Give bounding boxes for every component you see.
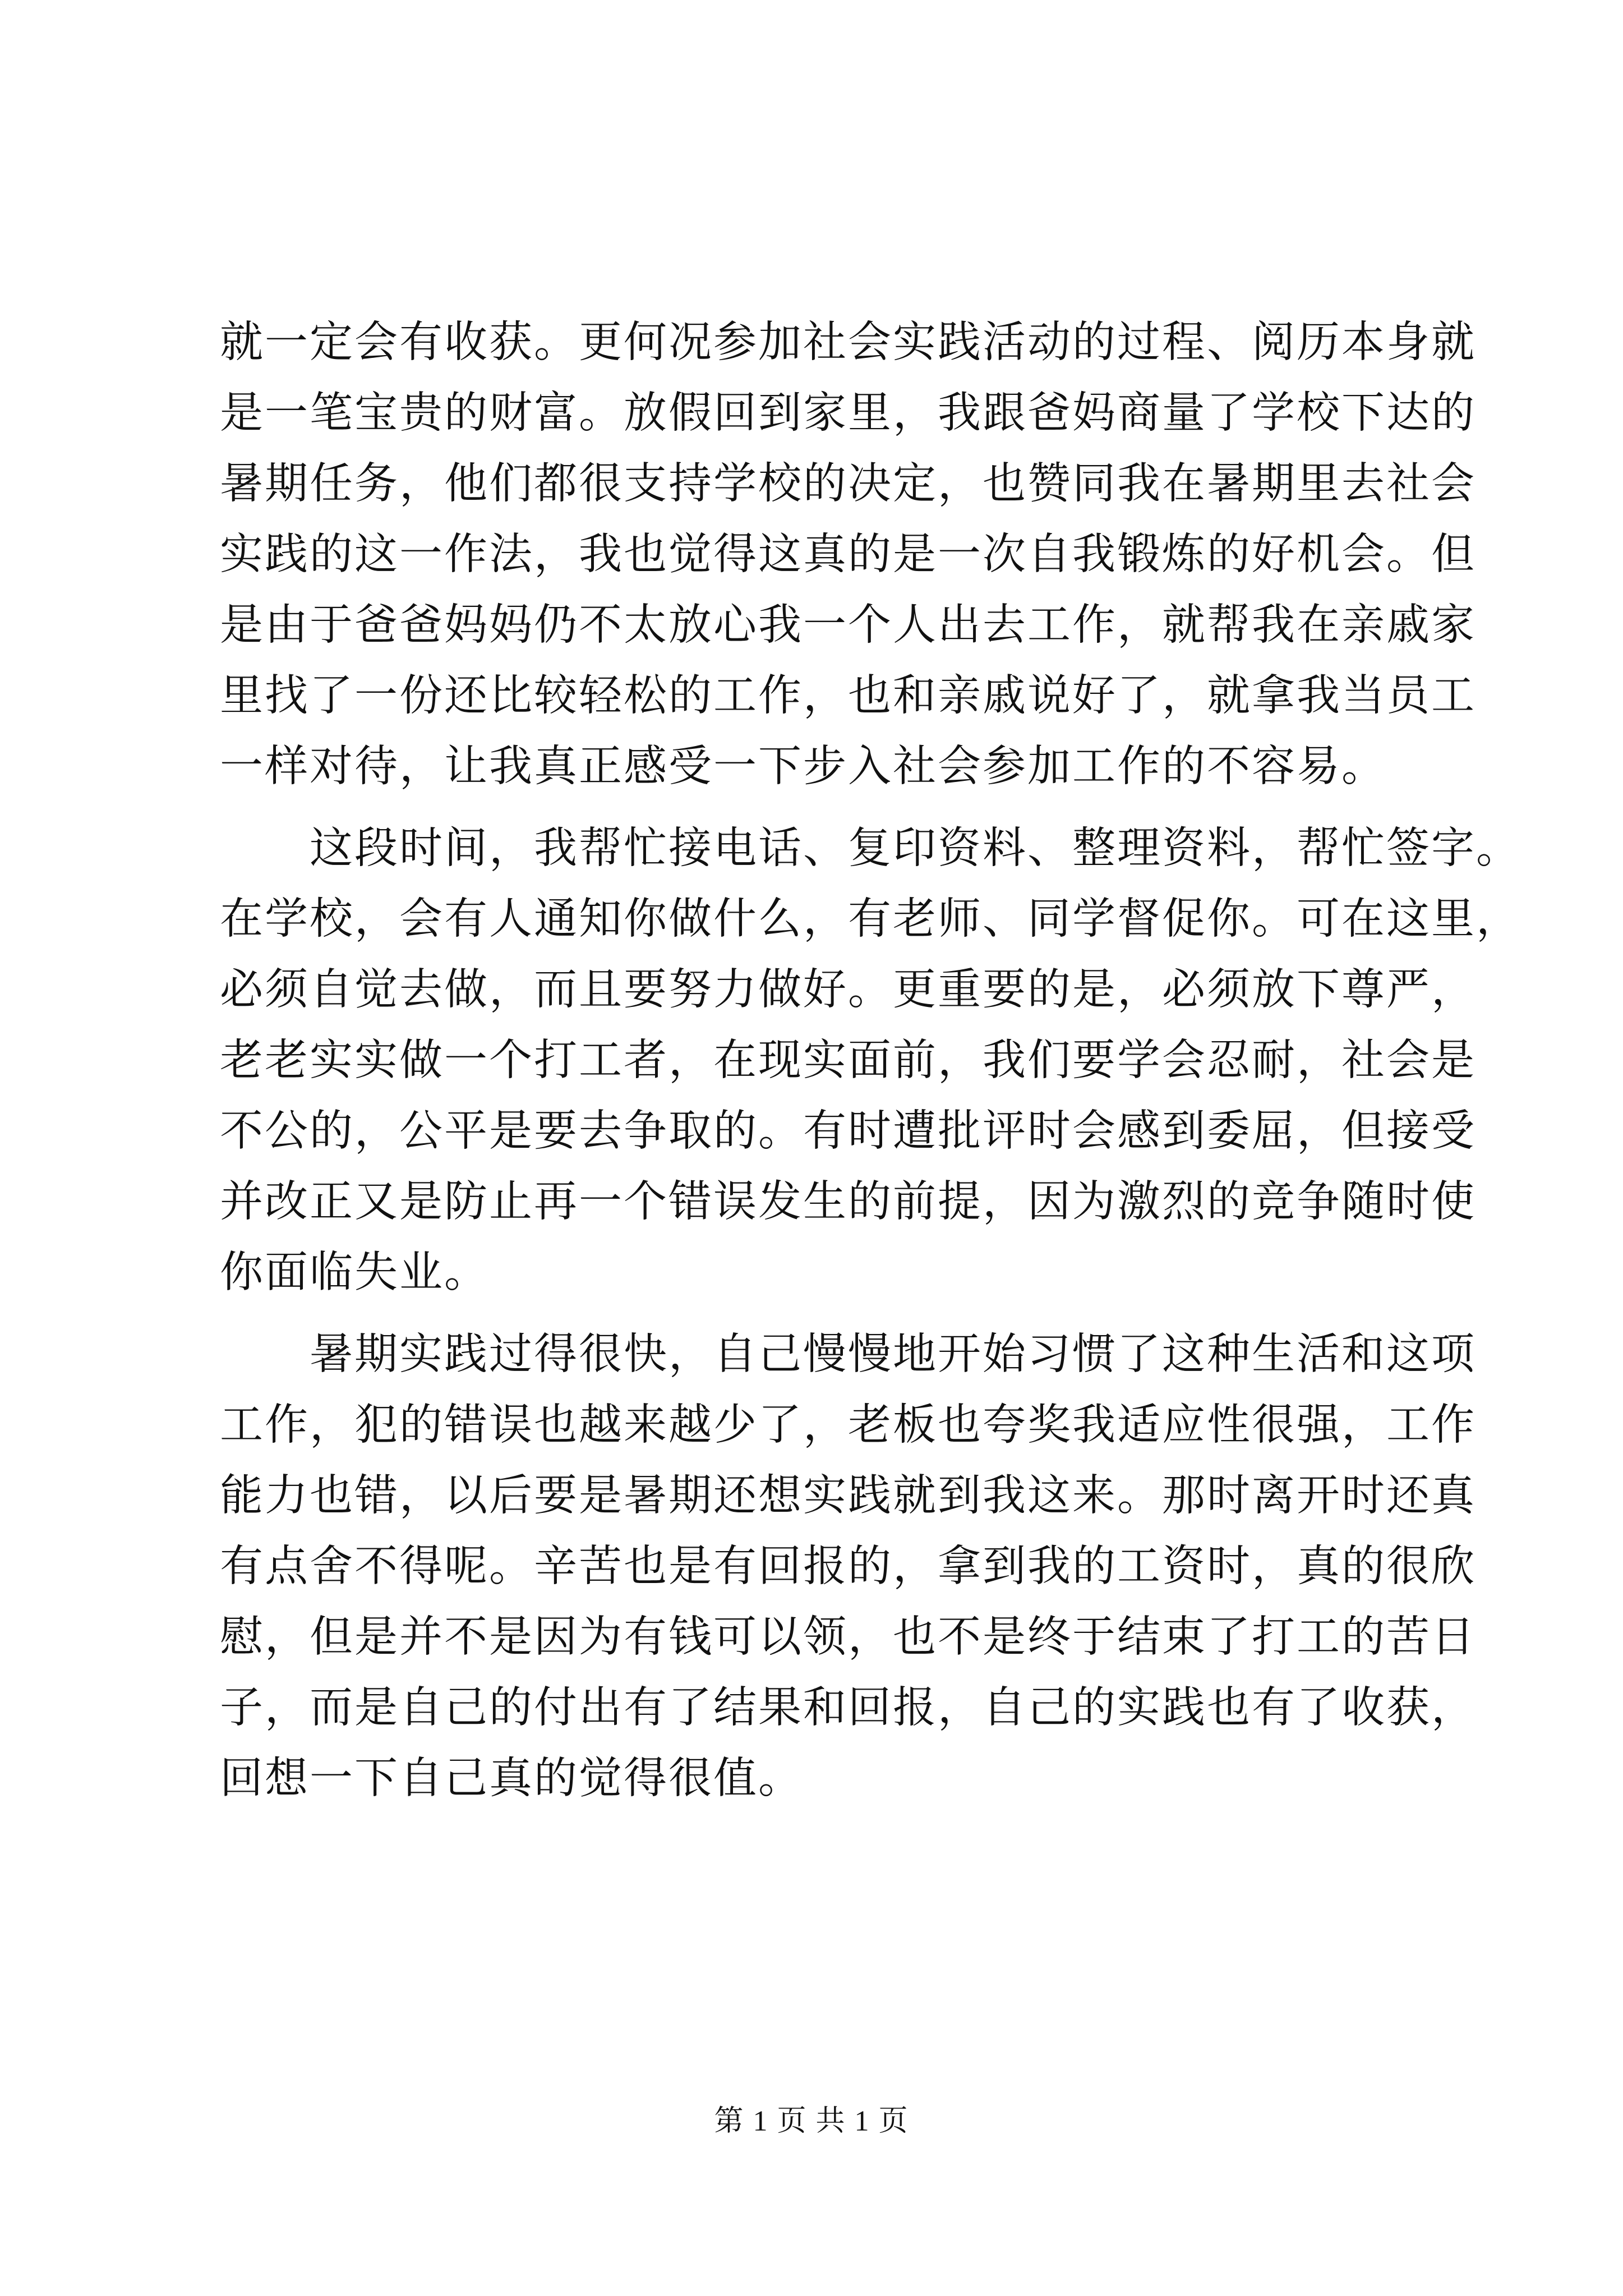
text-line: 慰，但是并不是因为有钱可以领，也不是终于结束了打工的苦日 (220, 1612, 1476, 1662)
text-line: 里找了一份还比较轻松的工作，也和亲戚说好了，就拿我当员工 (220, 671, 1476, 721)
text-line: 这段时间，我帮忙接电话、复印资料、整理资料，帮忙签字。 (220, 823, 1521, 873)
text-line: 暑期任务，他们都很支持学校的决定，也赞同我在暑期里去社会 (220, 459, 1476, 509)
text-line: 就一定会有收获。更何况参加社会实践活动的过程、阅历本身就 (220, 318, 1476, 367)
text-line: 你面临失业。 (220, 1248, 489, 1297)
paragraph-1 (220, 307, 1476, 802)
text-line: 是由于爸爸妈妈仍不太放心我一个人出去工作，就帮我在亲戚家 (220, 600, 1476, 650)
text-line: 一样对待，让我真正感受一下步入社会参加工作的不容易。 (220, 742, 1386, 792)
text-line: 不公的，公平是要去争取的。有时遭批评时会感到委屈，但接受 (220, 1106, 1476, 1156)
paragraph-spacer (220, 802, 1414, 813)
paragraph-2 (220, 813, 1521, 1308)
text-line: 在学校，会有人通知你做什么，有老师、同学督促你。可在这里， (220, 894, 1521, 944)
page-footer: 第 1 页 共 1 页 (714, 2105, 909, 2137)
paragraph-spacer (220, 1308, 1414, 1319)
text-line: 实践的这一作法，我也觉得这真的是一次自我锻炼的好机会。但 (220, 530, 1476, 579)
text-line: 老老实实做一个打工者，在现实面前，我们要学会忍耐，社会是 (220, 1036, 1476, 1085)
text-line: 子，而是自己的付出有了结果和回报，自己的实践也有了收获， (220, 1683, 1476, 1733)
text-line: 回想一下自己真的觉得很值。 (220, 1754, 803, 1803)
text-line: 暑期实践过得很快，自己慢慢地开始习惯了这种生活和这项 (220, 1329, 1476, 1379)
text-line: 必须自觉去做，而且要努力做好。更重要的是，必须放下尊严， (220, 965, 1476, 1015)
text-line: 工作，犯的错误也越来越少了，老板也夸奖我适应性很强，工作 (220, 1400, 1476, 1450)
text-line: 是一笔宝贵的财富。放假回到家里，我跟爸妈商量了学校下达的 (220, 388, 1476, 438)
text-line: 有点舍不得呢。辛苦也是有回报的，拿到我的工资时，真的很欣 (220, 1542, 1476, 1591)
paragraph-3 (220, 1319, 1476, 1814)
text-line: 能力也错，以后要是暑期还想实践就到我这来。那时离开时还真 (220, 1471, 1476, 1521)
document-body (220, 307, 1521, 1814)
text-line: 并改正又是防止再一个错误发生的前提，因为激烈的竞争随时使 (220, 1177, 1476, 1227)
